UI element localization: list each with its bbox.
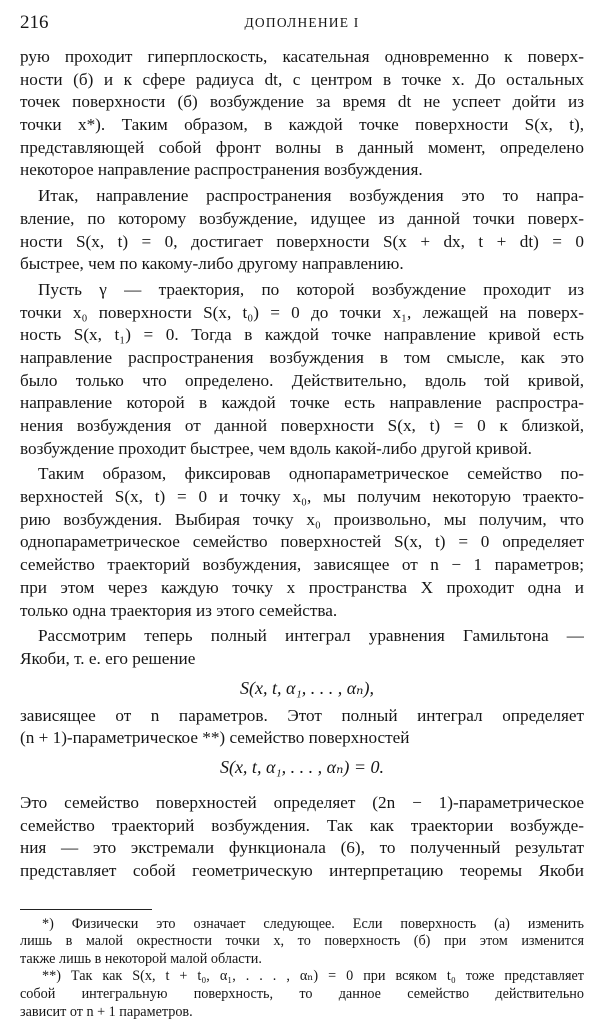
main-text — [20, 46, 584, 883]
text-line: Якоби, т. е. его решение — [20, 648, 196, 668]
text-line: Рассмотрим теперь полный интеграл уравнения Гамильтона — — [38, 626, 584, 646]
text-line: нения возбуждения от данной поверхности S(x, t) = 0 к близкой, — [20, 416, 584, 435]
footnote-line: собой интегральную поверхность, то данное семейство действительно — [20, 986, 584, 1003]
footnote-line: **) Так как S(x, t + t₀, α₁, . . . , αₙ) = 0 при всяком t₀ тоже представляет — [42, 968, 584, 985]
page-number: 216 — [20, 12, 49, 33]
text-line: было только что определено. Действительно, вдоль той кривой, — [20, 370, 584, 390]
text-line: ния — это экстремали функционала (6), то полученный результат — [20, 838, 584, 858]
text-line: семейство траекторий возбуждения, зависящее от n − 1 параметров; — [20, 555, 584, 575]
text-line: некоторое направление распространения возбуждения. — [20, 160, 423, 180]
text-line: направление распространения возбуждения в том смысле, как это — [20, 347, 584, 367]
text-line: Пусть γ — траектория, по которой возбуждение проходит из — [38, 279, 584, 299]
text-line: Это семейство поверхностей определяет (2n − 1)-параметрическое — [20, 792, 584, 812]
footnote-line: *) Физически это означает следующее. Если поверхность (а) изменить — [42, 915, 584, 932]
text-line: представляющей собой фронт волны в данный момент, определено — [20, 137, 584, 157]
text-line: направление которой в каждой точке есть направление распростра- — [20, 393, 584, 413]
book-page — [20, 12, 584, 1021]
text-line: только одна траектория из этого семейства. — [20, 600, 338, 620]
text-line: ности (б) и к сфере радиуса dt, с центром в точке x. До остальных — [20, 69, 584, 89]
text-line: ности S(x, t) = 0, достигает поверхности S(x + dx, t + dt) = 0 — [20, 231, 584, 251]
text-line: Итак, направление распространения возбуждения это то напра- — [38, 186, 584, 206]
conclusion-paragraph — [20, 792, 584, 883]
text-line: Таким образом, фиксировав однопараметрическое семейство по- — [38, 464, 584, 484]
text-line: быстрее, чем по какому-либо другому направлению. — [20, 254, 404, 274]
text-line: однопараметрическое семейство поверхностей S(x, t) = 0 определяет — [20, 532, 584, 552]
text-line: зависящее от n параметров. Этот полный интеграл определяет — [20, 705, 584, 725]
footnotes — [20, 916, 584, 1021]
text-line: (n + 1)-параметрическое **) семейство поверхностей — [20, 728, 410, 748]
text-line: вление, по которому возбуждение, идущее из данной точки поверх- — [20, 208, 584, 228]
formula-complete-integral: S(x, t, α₁, . . . , αₙ), — [240, 677, 374, 698]
text-line: при этом через каждую точку x пространства X проходит одна и — [20, 577, 584, 597]
running-title: ДОПОЛНЕНИЕ I — [244, 15, 360, 30]
running-header — [20, 12, 584, 38]
text-line: рию возбуждения. Выбирая точку x₀ произвольно, мы получим, что — [20, 509, 584, 529]
text-line: точки x₀ поверхности S(x, t₀) = 0 до точки x₁, лежащей на поверх- — [20, 302, 584, 322]
formula-surface-family: S(x, t, α₁, . . . , αₙ) = 0. — [219, 756, 385, 777]
text-line: точек поверхности (б) возбуждение за время dt не успеет дойти из — [20, 92, 584, 112]
footnote-line: также лишь в некоторой малой области. — [20, 950, 262, 967]
text-line: точки x*). Таким образом, в каждой точке поверхности S(x, t), — [20, 115, 584, 135]
footnote-line: лишь в малой окрестности точки x, то поверхность (б) при этом изменится — [20, 933, 584, 950]
text-line: возбуждение проходит быстрее, чем вдоль какой-либо другой кривой. — [20, 438, 532, 458]
body-paragraphs — [20, 46, 584, 622]
text-line: рую проходит гиперплоскость, касательная одновременно к поверх- — [20, 47, 584, 66]
hamilton-jacobi-paragraph — [20, 625, 584, 670]
text-line: верхностей S(x, t) = 0 и точку x₀, мы получим некоторую траекто- — [20, 487, 584, 507]
text-line: семейство траекторий возбуждения. Так как траектории возбужде- — [20, 815, 584, 835]
formula-description-lines — [20, 705, 584, 750]
text-line: ность S(x, t₁) = 0. Тогда в каждой точке направление кривой есть — [20, 325, 584, 345]
footnote-line: зависит от n + 1 параметров. — [20, 1003, 193, 1020]
footnote-separator — [20, 909, 152, 910]
text-line: представляет собой геометрическую интерпретацию теоремы Якоби — [20, 861, 584, 880]
